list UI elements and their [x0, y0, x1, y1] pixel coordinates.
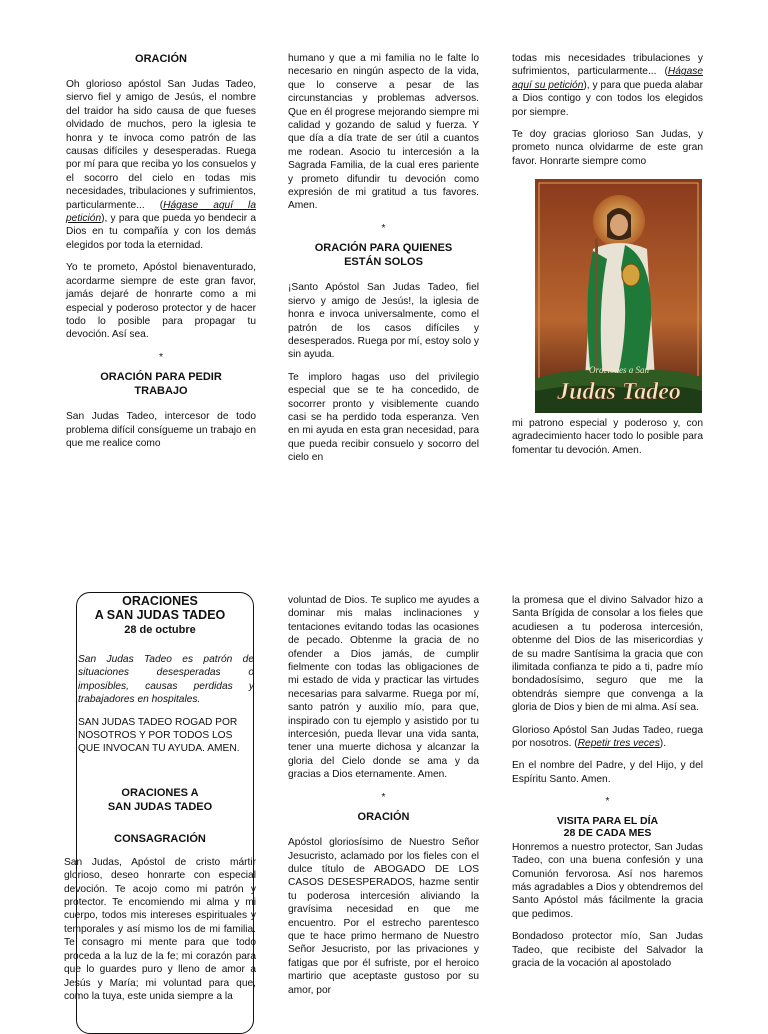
cover-subtitle-2: SAN JUDAS TADEO — [107, 800, 213, 813]
cover-subtitle-1: ORACIONES A — [121, 786, 199, 799]
heading-consagracion: CONSAGRACIÓN — [114, 832, 206, 845]
heading-oracion: ORACIÓN — [135, 53, 187, 65]
paragraph: mi patrono especial y poderoso y, con agradecimiento hacer todo lo posible para fomentar tu devoción. Amen. — [512, 418, 703, 456]
column-3-after-image — [512, 417, 703, 466]
heading-trabajo: ORACIÓN PARA PEDIR TRABAJO — [100, 371, 222, 398]
paragraph: San Judas Tadeo, intercesor de todo problema difícil consígueme un trabajo en que me realice como — [66, 411, 256, 449]
paragraph: voluntad de Dios. Te suplico me ayudes a dominar mis malas inclinaciones y tentaciones evitando todas las ocasiones de pecado. Obtenme la gracia de no ofender a Dios jamás, de cumplir fielmente con todas las obligaciones de mi estado de vida y practicar las virtudes necesarias para salvarme. Ruega por mí, santo patrón y auxilio mío, para que, inspirado con tu ejemplo y asistido por tu intercesión, pueda llevar una vida santa, tener una muerte dichosa y alcanzar la gloria del Cielo donde se ama y da gracias a Dios eternamente. Amen. — [288, 595, 479, 781]
heading-oracion-2: ORACIÓN — [357, 811, 410, 824]
heading-visita-1: VISITA PARA EL DÍA — [556, 814, 659, 827]
column-3-bottom — [512, 594, 703, 979]
saint-judas-image — [535, 179, 702, 413]
image-caption-big: Judas Tadeo — [557, 379, 681, 405]
saint-illustration — [535, 179, 702, 413]
separator-star: * — [159, 351, 163, 363]
cover-date: 28 de octubre — [124, 624, 196, 636]
image-caption-small: Oraciones a San — [589, 365, 649, 375]
cover-title-2: A SAN JUDAS TADEO — [94, 608, 226, 622]
paragraph: Bondadoso protector mío, San Judas Tadeo, que recibiste del Salvador la gracia de la vocación al apostolado — [512, 931, 703, 969]
cover-title-1: ORACIONES — [122, 594, 198, 608]
paragraph: Glorioso Apóstol San Judas Tadeo, ruega por nosotros. (Repetir tres veces). — [512, 724, 703, 750]
column-3-top — [512, 52, 703, 177]
paragraph: Yo te prometo, Apóstol bienaventurado, acordarme siempre de este gran favor, jamás dejaré de honrarte como a mi especial y poderoso protector y de hacer todo lo posible para propagar tu devoción. Así sea. — [66, 262, 256, 341]
paragraph: Te imploro hagas uso del privilegio especial que se te ha concedido, de socorrer pronto y visiblemente cuando casi se ha perdido toda esperanza. Ven en mi ayuda en esta gran necesidad, para que pueda recibir consuelo y socorro del cielo en — [288, 371, 479, 464]
cover-panel — [64, 594, 256, 1012]
column-2-top — [288, 52, 479, 474]
paragraph: Oh glorioso apóstol San Judas Tadeo, siervo fiel y amigo de Jesús, el nombre del traidor ha sido causa de que fueses olvidado de muchos, pero la iglesia te honra y te invoca como patrón de las causas difíciles y desesperadas. Ruega por mí para que reciba yo los consuelos y el socorro del cielo en todas mis necesidades, tribulaciones y sufrimientos, particularmente... (Hágase aquí la petición), y para que pueda yo bendecir a Dios en tu compañía y con los demás elegidos por toda la eternidad. — [66, 79, 256, 251]
cover-intro: San Judas Tadeo es patrón de situaciones desesperadas o imposibles, causas perdidas y trabajadores en hospitales. — [78, 654, 254, 706]
paragraph: humano y que a mi familia no le falte lo necesario en ningún aspecto de la vida, que lo conserve a pesar de las circunstancias y problemas adversos. Que en él progrese mejorando siempre mi calidad y gozando de salud y fuerza. Y que día a día trate de ser útil a cuantos me rodean. Asocio tu intercesión a la Sagrada Familia, de la cual eres pariente y prometo difundir tu devoción como expresión de mi gratitud a tus favores. Amen. — [288, 53, 479, 212]
paragraph: En el nombre del Padre, y del Hijo, y del Espíritu Santo. Amen. — [512, 760, 703, 785]
paragraph: ¡Santo Apóstol San Judas Tadeo, fiel siervo y amigo de Jesús!, la iglesia de honra e invoca universalmente, como el patrón de los casos difíciles y desesperados. Ruega por mí, estoy solo y sin ayuda. — [288, 282, 479, 361]
paragraph: la promesa que el divino Salvador hizo a Santa Brígida de consolar a los fieles que acudiesen a tu poderosa intercesión, obtenme del Dios de las misericordias y de su madre Santísima la gracia que con ilimitada confianza te pido a ti, padre mío bondadosísimo, seguro que me la obtendrás siempre que convenga a la gloria de Dios y bien de mi alma. Así sea. — [512, 595, 703, 714]
paragraph: San Judas, Apóstol de cristo mártir glorioso, deseo honrarte con especial devoción. Te acojo como mi patrón y protector. Te encomiendo mi alma y mi cuerpo, todos mis intereses espirituales y temporales y así mismo los de mi familia. Te consagro mi mente para que todo proceda a la luz de la fe; mi corazón para que lo guardes puro y lleno de amor a Jesús y María; mi voluntad para que, como la tuya, este unida siempre a la — [64, 856, 256, 1002]
paragraph: todas mis necesidades tribulaciones y sufrimientos, particularmente... (Hágase aquí su petición), y para que pueda alabar a Dios contigo y con todos los elegidos por siempre. — [512, 53, 703, 118]
separator-star: * — [605, 796, 610, 808]
column-2-bottom — [288, 594, 479, 1006]
heading-solos: ORACIÓN PARA QUIENES ESTÁN SOLOS — [314, 242, 453, 269]
separator-star: * — [381, 791, 386, 803]
column-1-top — [66, 52, 256, 459]
heading-visita-2: 28 DE CADA MES — [563, 826, 652, 839]
paragraph: Te doy gracias glorioso San Judas, y prometo nunca olvidarme de este gran favor. Honrarte siempre como — [512, 129, 703, 167]
paragraph: Apóstol gloriosísimo de Nuestro Señor Jesucristo, aclamado por los fieles con el dulce título de ABOGADO DE LOS CASOS DESESPERADOS, hazme sentir tu poderosa intercesión aliviando la gravísima necesidad en que me encuentro. Por el estrecho parentesco que te hace primo hermano de Nuestro Señor Jesucristo, por las privaciones y fatigas que por él sufriste, por el heroico martirio que aceptaste gustoso por su amor, por — [288, 837, 479, 996]
separator-star: * — [381, 222, 386, 234]
cover-invocation: SAN JUDAS TADEO ROGAD POR NOSOTROS Y POR TODOS LOS QUE INVOCAN TU AYUDA. AMEN. — [78, 716, 240, 755]
paragraph: Honremos a nuestro protector, San Judas Tadeo, con una buena confesión y una Comunión fervorosa. Así nos haremos más agradables a Dios y obtendremos del Santo Apóstol más fácilmente la gracia que pedimos. — [512, 841, 703, 920]
